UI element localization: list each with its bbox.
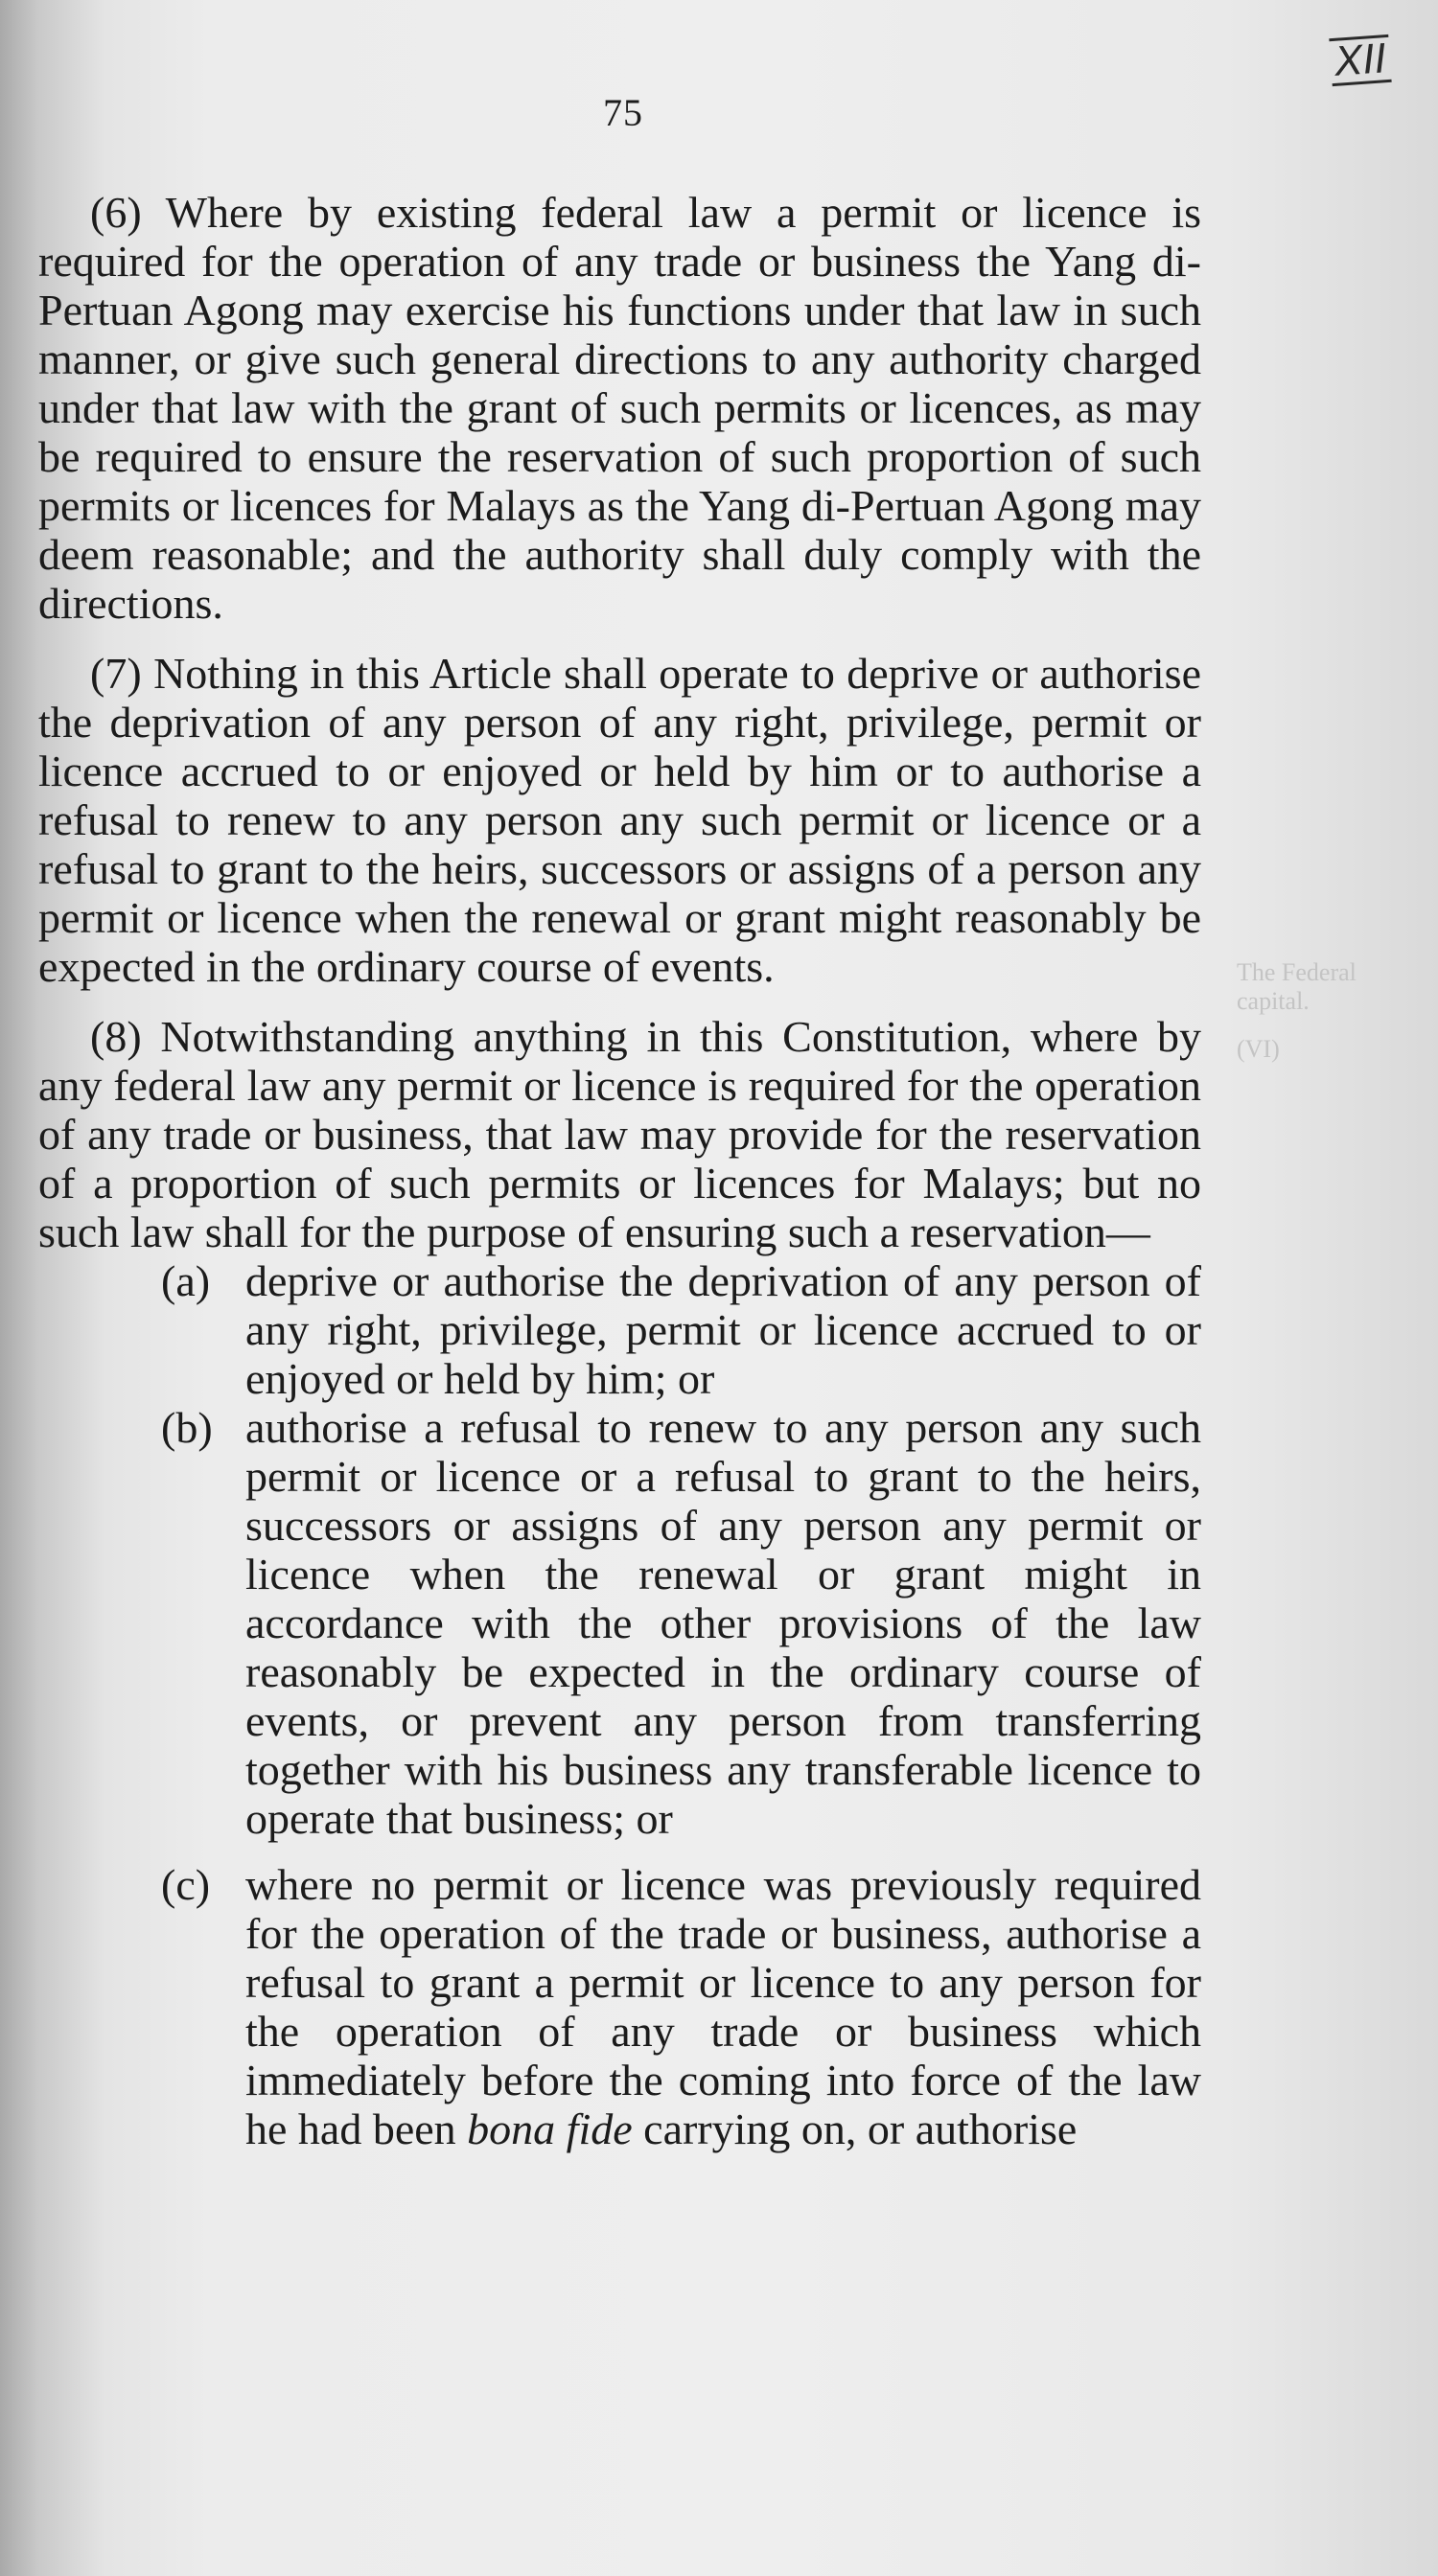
clause-6: (6) Where by existing federal law a permit or licence is required for the operation of any trade or business the Yang di-Pertuan Agong may exercise his functions under that law in such manner, or give such general directions to any authority charged under that law with the grant of such permits or licences, as may be required to ensure the reservation of such proportion of such permits or licences for Malays as the Yang di-Pertuan Agong may deem reasonable; and the authority shall duly comply with the directions. <box>38 188 1201 628</box>
sub-item-c-text-before: where no permit or licence was previously required for the operation of the trade or business, authorise a refusal to grant a permit or licence to any person for the operation of any trade or business which immediately before the coming into force of the law he had been <box>245 1860 1201 2153</box>
sub-item-b-label: (b) <box>161 1403 213 1452</box>
sub-item-c-text-after: carrying on, or authorise <box>632 2104 1078 2153</box>
sub-item-a-text: deprive or authorise the deprivation of any person of any right, privilege, permit or licence accrued to or enjoyed or held by him; or <box>245 1256 1201 1403</box>
sub-item-c-italic-term: bona fide <box>467 2104 633 2153</box>
sub-item-b <box>38 1403 1201 1843</box>
sub-item-c-label: (c) <box>161 1860 211 1909</box>
sub-item-b-text: authorise a refusal to renew to any person any such permit or licence or a refusal to grant to the heirs, successors or assigns of any person any permit or licence when the renewal or grant might in accordance with the other provisions of the law reasonably be expected in the ordinary course of events, or prevent any person from transferring together with his business any transferable licence to operate that business; or <box>245 1403 1201 1843</box>
show-through-margin-ref: (VI) <box>1237 1035 1280 1063</box>
sub-item-a-label: (a) <box>161 1256 211 1305</box>
clause-8: (8) Notwithstanding anything in this Constitution, where by any federal law any permit or licence is required for the operation of any trade or business, that law may provide for the reservation of a proportion of such permits or licences for Malays; but no such law shall for the purpose of ensuring such a reservation— <box>38 1012 1201 1256</box>
sub-item-c <box>38 1860 1201 2153</box>
page-number: 75 <box>603 91 643 134</box>
sub-item-a <box>38 1256 1201 1403</box>
clause-7: (7) Nothing in this Article shall operate to deprive or authorise the deprivation of any person of any right, privilege, permit or licence accrued to or enjoyed or held by him or to authorise a refusal to renew to any person any such permit or licence or a refusal to grant to the heirs, successors or assigns of a person any permit or licence when the renewal or grant might reasonably be expected in the ordinary course of events. <box>38 649 1201 991</box>
article-body <box>38 188 1201 2153</box>
show-through-margin-note: The Federal capital. <box>1237 958 1357 1015</box>
handwritten-annotation: XII <box>1329 34 1391 86</box>
